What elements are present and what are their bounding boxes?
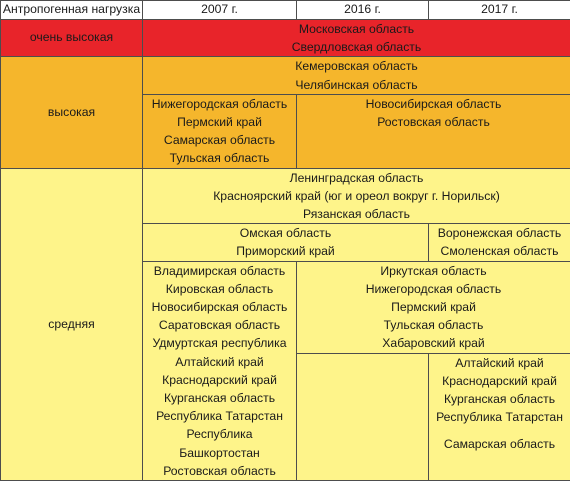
high-regions-2016-2017 [297,94,570,168]
region-name: Воронежская область [429,224,570,242]
medium-row-a [1,168,570,224]
medium-regions-2016-2017 [297,261,570,353]
header-year-2017: 2017 г. [429,1,570,20]
medium-regions-all-years [143,168,570,224]
region-name: Удмуртская республика [143,334,296,352]
medium-regions-2007 [143,261,297,480]
region-name: Иркутская область [297,262,570,280]
level-medium: средняя [1,168,143,480]
region-name: Омская область [143,224,428,242]
region-name: Краснодарский край [143,371,296,389]
region-name: Свердловская область [143,38,570,56]
high-regions-all-years [143,57,570,94]
region-name: Владимирская область [143,262,296,280]
region-name: Курганская область [143,389,296,407]
region-name: Ленинградская область [143,169,570,187]
region-name: Новосибирская область [143,298,296,316]
medium-regions-2017-b [429,353,570,480]
level-very-high: очень высокая [1,20,143,57]
region-name: Ростовская область [297,113,570,131]
region-name: Приморский край [143,242,428,260]
region-name: Красноярский край (юг и ореол вокруг г. Норильск) [143,187,570,205]
region-name: Нижегородская область [143,95,296,113]
region-name: Новосибирская область [297,95,570,113]
very-high-regions-all-years [143,20,570,57]
region-name: Краснодарский край [429,372,570,390]
level-high: высокая [1,57,143,168]
region-name: Республика Башкортостан [175,425,265,461]
region-name: Самарская область [143,131,296,149]
region-name: Смоленская область [429,242,570,260]
region-name: Хабаровский край [297,334,570,352]
very-high-row [1,20,570,57]
header-load-level: Антропогенная нагрузка [1,1,143,20]
region-name: Пермский край [143,113,296,131]
region-name: Московская область [143,20,570,38]
header-year-2007: 2007 г. [143,1,297,20]
header-row [1,1,570,20]
region-name: Ростовская область [143,462,296,480]
region-name: Алтайский край [143,353,296,371]
header-year-2016: 2016 г. [297,1,429,20]
region-name: Республика Татарстан [429,408,570,426]
region-name: Курганская область [429,390,570,408]
region-name: Кемеровская область [143,57,570,75]
high-regions-2007 [143,94,297,168]
medium-regions-2017-a [429,224,570,261]
region-name: Рязанская область [143,205,570,223]
region-name: Челябинская область [143,76,570,94]
region-name: Республика Татарстан [143,407,296,425]
medium-empty-2016 [297,353,429,480]
region-name: Кировская область [143,280,296,298]
region-name: Тульская область [143,149,296,167]
region-name: Самарская область [429,426,570,462]
region-name: Саратовская область [143,316,296,334]
region-name: Алтайский край [429,354,570,372]
region-name: Тульская область [297,316,570,334]
medium-regions-2007-2016 [143,224,429,261]
region-name: Пермский край [297,298,570,316]
region-name: Нижегородская область [297,280,570,298]
high-row-a [1,57,570,94]
